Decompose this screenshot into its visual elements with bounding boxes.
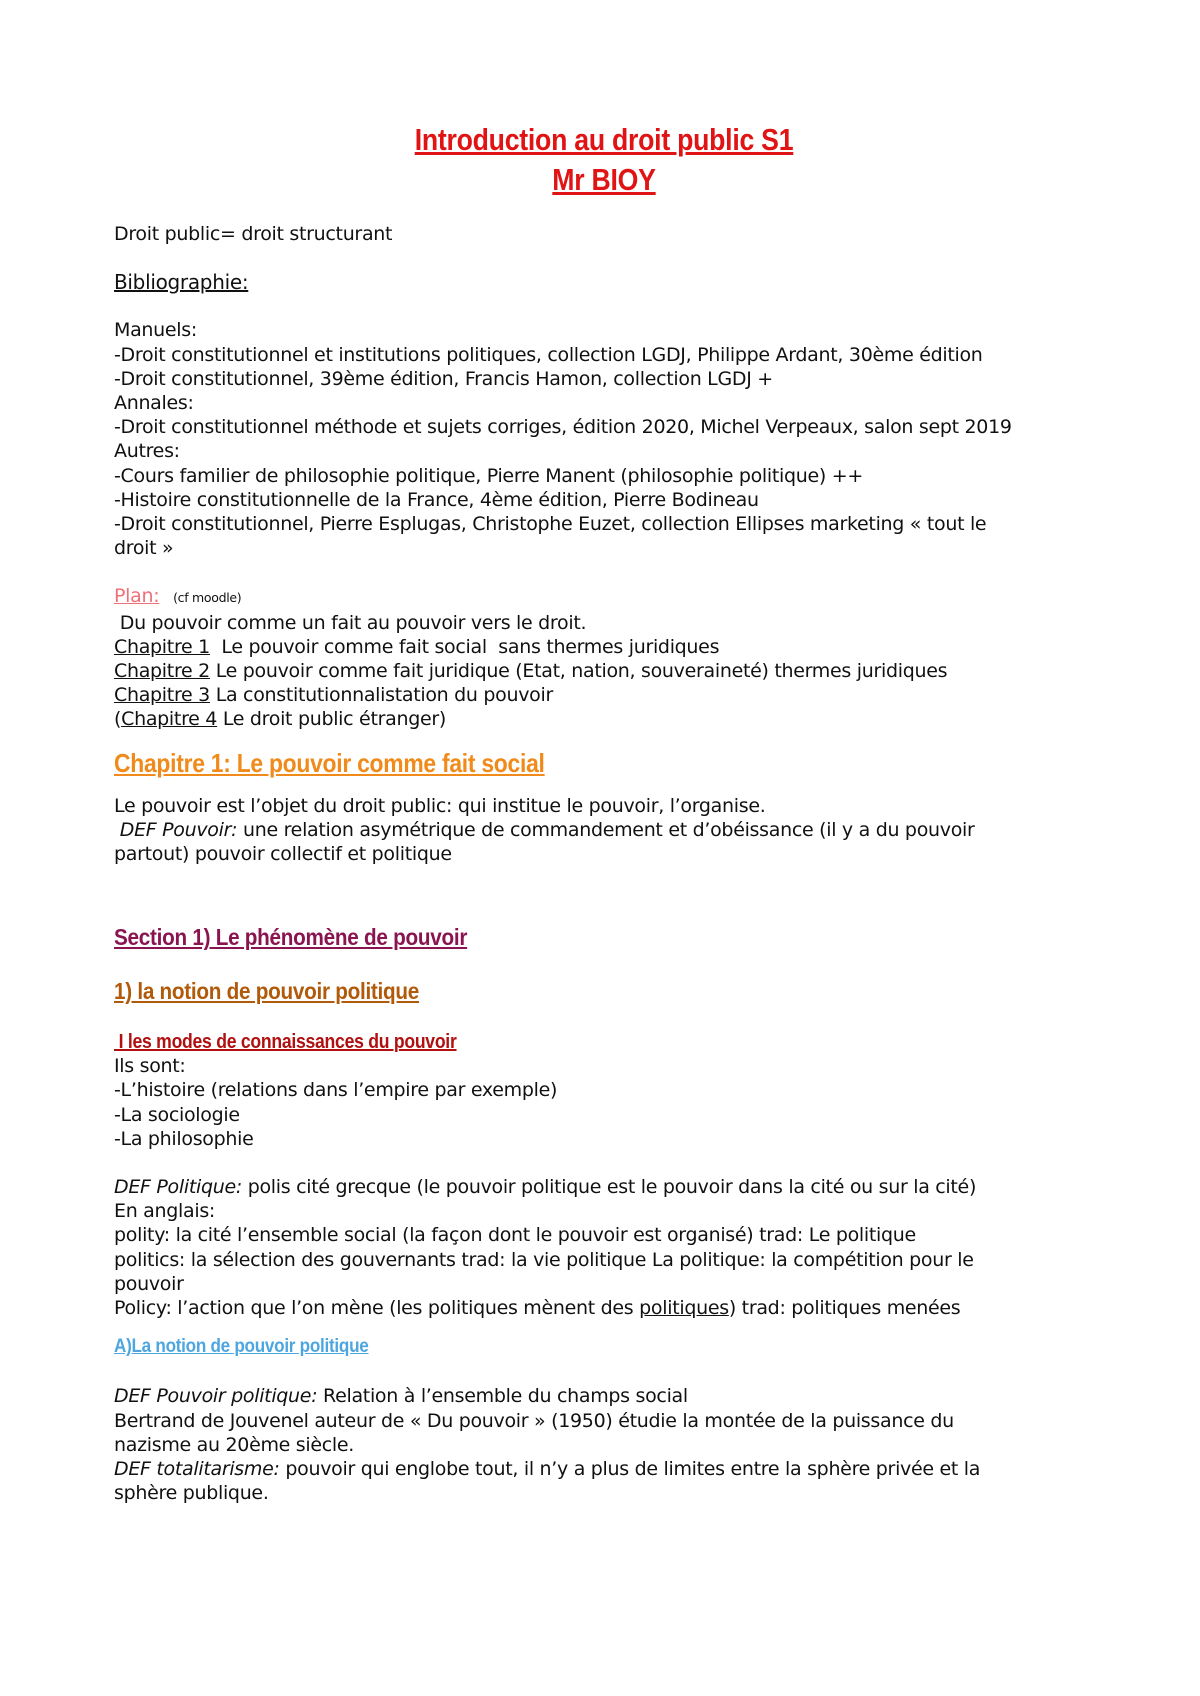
- autres-item: -Histoire constitutionnelle de la France, 4ème édition, Pierre Bodineau: [114, 488, 759, 511]
- annales-label: Annales:: [114, 392, 194, 415]
- bibliography-heading: Bibliographie:: [114, 270, 249, 295]
- policy-line: Policy: l’action que l’on mène (les politiques mènent des politiques) trad: politiques menées: [114, 1297, 961, 1320]
- title-line-1: Introduction au droit public S1: [414, 122, 794, 157]
- manuel-item: -Droit constitutionnel et institutions politiques, collection LGDJ, Philippe Ardant, 30ème édition: [114, 343, 983, 366]
- plan-chapter: (Chapitre 4 Le droit public étranger): [114, 708, 446, 731]
- intro-line: Droit public= droit structurant: [114, 223, 393, 245]
- chapter-name: Chapitre 2: [114, 660, 210, 683]
- mode-item: -La sociologie: [114, 1103, 240, 1126]
- plan-chapter: Chapitre 3 La constitutionnalistation du pouvoir: [114, 684, 553, 707]
- plan-label: Plan:: [114, 585, 160, 608]
- autres-label: Autres:: [114, 440, 180, 463]
- def-totalitarisme-cont: sphère publique.: [114, 1482, 269, 1505]
- def-pouvoir-cont: partout) pouvoir collectif et politique: [114, 843, 452, 866]
- subsection-1-heading: 1) la notion de pouvoir politique: [114, 978, 420, 1005]
- chapter-1-paragraph: Le pouvoir est l’objet du droit public: qui institue le pouvoir, l’organise.: [114, 794, 766, 817]
- def-pouvoir-politique: DEF Pouvoir politique: Relation à l’ensemble du champs social: [114, 1385, 688, 1408]
- section-1-heading: Section 1) Le phénomène de pouvoir: [114, 924, 468, 951]
- politics-line-cont: pouvoir: [114, 1272, 184, 1295]
- plan-header: [114, 584, 1094, 610]
- manuels-label: Manuels:: [114, 319, 197, 342]
- mode-item: -La philosophie: [114, 1127, 254, 1150]
- def-label: DEF Pouvoir:: [114, 818, 238, 841]
- chapter-1-heading: Chapitre 1: Le pouvoir comme fait social: [114, 747, 545, 778]
- jouvenel-line: Bertrand de Jouvenel auteur de « Du pouvoir » (1950) étudie la montée de la puissance du: [114, 1409, 954, 1432]
- ils-sont: Ils sont:: [114, 1055, 186, 1078]
- title-line-2: Mr BIOY: [552, 162, 656, 197]
- plan-subtitle: Du pouvoir comme un fait au pouvoir vers le droit.: [114, 611, 587, 634]
- plan-chapter: Chapitre 2 Le pouvoir comme fait juridique (Etat, nation, souveraineté) thermes juridiques: [114, 660, 948, 683]
- subsection-2-heading: I les modes de connaissances du pouvoir: [114, 1031, 457, 1054]
- document-page: [114, 120, 1094, 1505]
- plan-chapter: Chapitre 1 Le pouvoir comme fait social sans thermes juridiques: [114, 635, 720, 658]
- plan-note: (cf moodle): [173, 590, 242, 606]
- autres-item: -Cours familier de philosophie politique, Pierre Manent (philosophie politique) ++: [114, 464, 864, 487]
- mode-item: -L’histoire (relations dans l’empire par exemple): [114, 1079, 558, 1102]
- def-politique: DEF Politique: polis cité grecque (le pouvoir politique est le pouvoir dans la cité ou sur la cité): [114, 1176, 977, 1199]
- politics-line: politics: la sélection des gouvernants trad: la vie politique La politique: la compétition pour le: [114, 1248, 974, 1271]
- polity-line: polity: la cité l’ensemble social (la façon dont le pouvoir est organisé) trad: Le politique: [114, 1224, 916, 1247]
- autres-item: droit »: [114, 537, 174, 560]
- def-label: DEF Pouvoir politique:: [114, 1385, 318, 1408]
- annales-item: -Droit constitutionnel méthode et sujets corriges, édition 2020, Michel Verpeaux, salon sept 2019: [114, 416, 1012, 439]
- chapter-name: Chapitre 4: [121, 708, 218, 731]
- chapter-name: Chapitre 1: [114, 635, 210, 658]
- def-pouvoir: DEF Pouvoir: une relation asymétrique de commandement et d’obéissance (il y a du pouvoir: [114, 818, 975, 841]
- jouvenel-line-cont: nazisme au 20ème siècle.: [114, 1433, 355, 1456]
- def-label: DEF totalitarisme:: [114, 1457, 280, 1480]
- autres-item: -Droit constitutionnel, Pierre Esplugas, Christophe Euzet, collection Ellipses marketing « tout le: [114, 513, 987, 536]
- chapter-name: Chapitre 3: [114, 684, 210, 707]
- manuel-item: -Droit constitutionnel, 39ème édition, Francis Hamon, collection LGDJ +: [114, 367, 773, 390]
- def-totalitarisme: DEF totalitarisme: pouvoir qui englobe tout, il n’y a plus de limites entre la sphère privée et la: [114, 1457, 981, 1480]
- en-anglais: En anglais:: [114, 1200, 216, 1223]
- def-label: DEF Politique:: [114, 1176, 242, 1199]
- subsection-a-heading: A)La notion de pouvoir politique: [114, 1336, 369, 1358]
- document-title: [183, 120, 1026, 200]
